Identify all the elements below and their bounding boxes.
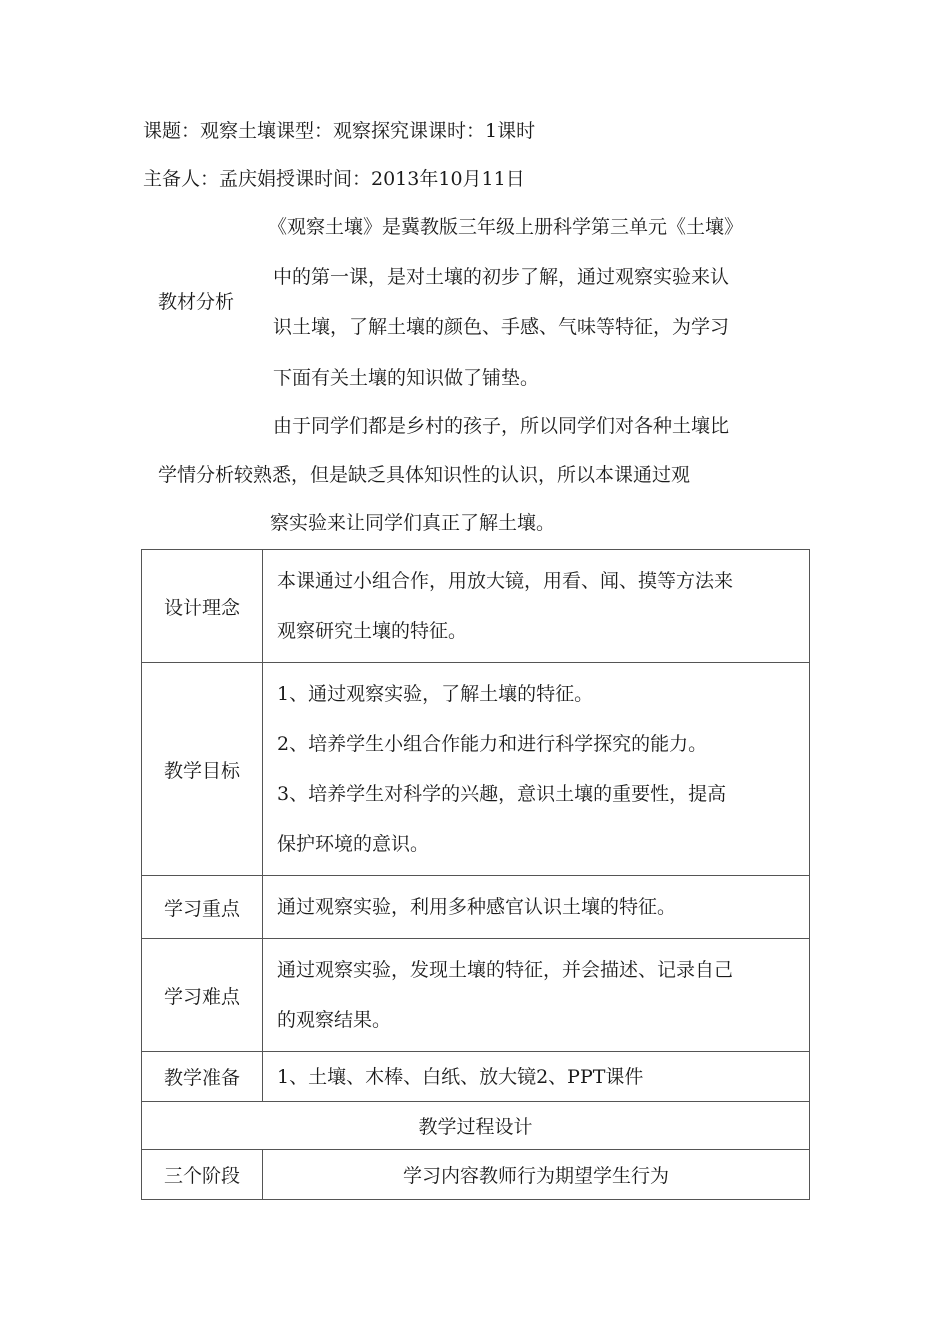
preparer-header-line: 主备人：孟庆娟授课时间：2013年10月11日	[143, 168, 525, 190]
key-points-content: 通过观察实验，利用多种感官认识土壤的特征。	[263, 876, 810, 939]
difficulties-label: 学习难点	[142, 939, 263, 1052]
design-idea-label: 设计理念	[142, 550, 263, 663]
content-line: 3、培养学生对科学的兴趣，意识土壤的重要性，提高	[277, 783, 727, 805]
stages-content: 学习内容教师行为期望学生行为	[263, 1150, 810, 1200]
table-row	[142, 1102, 810, 1150]
table-row	[142, 1150, 810, 1200]
teaching-goals-content	[263, 663, 810, 876]
table-row	[142, 1052, 810, 1102]
preparation-content: 1、土壤、木棒、白纸、放大镜2、PPT课件	[263, 1052, 810, 1102]
teaching-goals-label: 教学目标	[142, 663, 263, 876]
stages-label: 三个阶段	[142, 1150, 263, 1200]
material-analysis-label: 教材分析	[158, 291, 235, 313]
content-line: 1、通过观察实验，了解土壤的特征。	[277, 683, 594, 705]
lesson-plan-table	[141, 549, 810, 1200]
lesson-header-line: 课题：观察土壤课型：观察探究课课时：1课时	[143, 120, 536, 142]
student-analysis-line: 学情分析较熟悉，但是缺乏具体知识性的认识，所以本课通过观	[158, 464, 691, 486]
material-analysis-line: 下面有关土壤的知识做了铺垫。	[273, 367, 540, 389]
difficulties-content	[263, 939, 810, 1052]
content-line: 的观察结果。	[277, 1009, 392, 1031]
material-analysis-line: 《观察土壤》是冀教版三年级上册科学第三单元《土壤》	[268, 216, 744, 238]
process-design-title: 教学过程设计	[142, 1102, 810, 1150]
content-line: 本课通过小组合作，用放大镜，用看、闻、摸等方法来	[277, 570, 734, 592]
content-line: 通过观察实验，发现土壤的特征，并会描述、记录自己	[277, 959, 734, 981]
material-analysis-line: 中的第一课，是对土壤的初步了解，通过观察实验来认	[273, 266, 730, 288]
table-row	[142, 876, 810, 939]
key-points-label: 学习重点	[142, 876, 263, 939]
content-line: 保护环境的意识。	[277, 833, 430, 855]
content-line: 2、培养学生小组合作能力和进行科学探究的能力。	[277, 733, 708, 755]
design-idea-content	[263, 550, 810, 663]
student-analysis-line: 由于同学们都是乡村的孩子，所以同学们对各种土壤比	[273, 415, 730, 437]
preparation-label: 教学准备	[142, 1052, 263, 1102]
table-row	[142, 550, 810, 663]
content-line: 观察研究土壤的特征。	[277, 620, 468, 642]
table-row	[142, 663, 810, 876]
table-row	[142, 939, 810, 1052]
student-analysis-line: 察实验来让同学们真正了解土壤。	[270, 512, 556, 534]
material-analysis-line: 识土壤，了解土壤的颜色、手感、气味等特征，为学习	[273, 316, 730, 338]
